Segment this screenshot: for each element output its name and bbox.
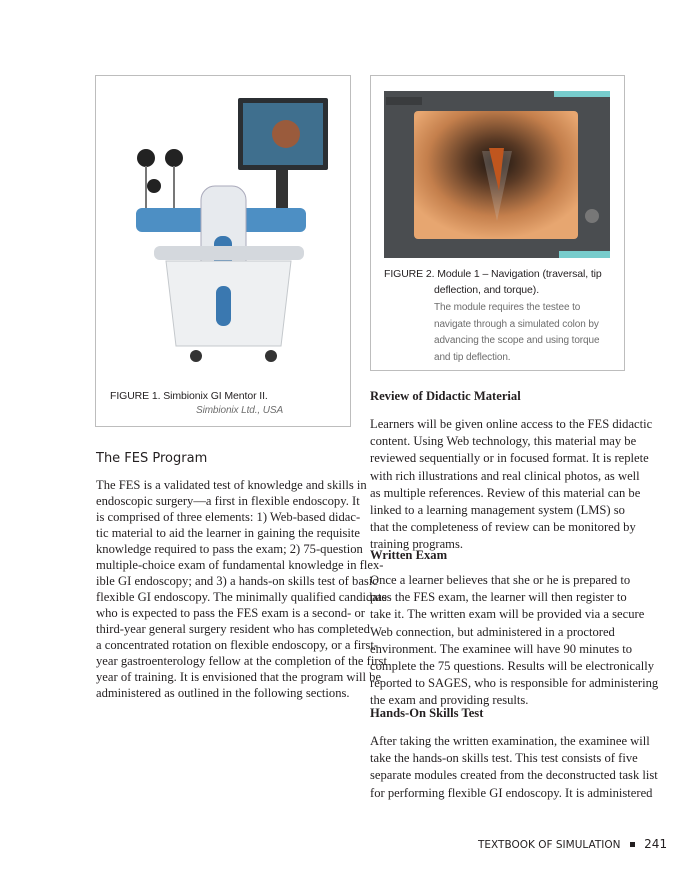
text-line: content. Using Web technology, this material may be bbox=[370, 434, 637, 449]
text-line: Web connection, but administered in a proctored bbox=[370, 624, 615, 639]
written-exam-paragraph bbox=[370, 572, 658, 710]
text-line: tic material to aid the learner in gaining the requisite bbox=[96, 526, 361, 540]
figure-2-description-line: advancing the scope and using torque bbox=[434, 335, 600, 346]
colon-navigation-screenshot bbox=[384, 91, 610, 258]
text-line: environment. The examinee will have 90 minutes to bbox=[370, 641, 633, 656]
text-line: reported to SAGES, who is responsible for administering bbox=[370, 676, 659, 691]
text-line: complete the 75 questions. Results will be electronically bbox=[370, 658, 654, 673]
text-line: Once a learner believes that she or he is prepared to bbox=[370, 573, 631, 587]
heading-review-didactic: Review of Didactic Material bbox=[370, 389, 521, 403]
fes-program-paragraph bbox=[96, 477, 387, 701]
text-line: a concentrated rotation on flexible endoscopy, or a first- bbox=[96, 638, 379, 652]
text-line: take the hands-on skills test. This test consists of five bbox=[370, 751, 638, 766]
text-line: reviewed sequentially or in focused format. It is replete bbox=[370, 451, 649, 466]
hands-on-paragraph bbox=[370, 733, 658, 802]
text-line: take it. The written exam will be provided via a secure bbox=[370, 607, 645, 622]
figure-1 bbox=[95, 75, 351, 427]
figure-1-credit: Simbionix Ltd., USA bbox=[196, 405, 284, 416]
text-line: After taking the written examination, the examinee will bbox=[370, 734, 650, 748]
text-line: for performing flexible GI endoscopy. It is administered bbox=[370, 785, 653, 800]
text-line: pass the FES exam, the learner will then register to bbox=[370, 590, 627, 605]
text-line: Learners will be given online access to the FES didactic bbox=[370, 417, 653, 431]
text-line: linked to a learning management system (LMS) so bbox=[370, 502, 625, 517]
figure-2-label-line2: deflection, and torque). bbox=[434, 284, 540, 296]
figure-2-description bbox=[434, 300, 599, 366]
text-line: the exam and providing results. bbox=[370, 693, 529, 708]
text-line: multiple-choice exam of fundamental knowledge in flex- bbox=[96, 558, 384, 572]
bullet-separator bbox=[630, 842, 635, 847]
text-line: endoscopic surgery—a first in flexible endoscopy. It bbox=[96, 494, 360, 508]
text-line: separate modules created from the deconstructed task list bbox=[370, 768, 658, 783]
text-line: flexible GI endoscopy. The minimally qualified candidate bbox=[96, 590, 387, 604]
text-line: knowledge required to pass the exam; 2) 75-question bbox=[96, 542, 363, 556]
figure-2-label-line1: FIGURE 2. Module 1 – Navigation (traversal, tip bbox=[384, 268, 602, 280]
running-title: TEXTBOOK OF SIMULATION bbox=[478, 839, 621, 851]
text-line: third-year general surgery resident who has completed bbox=[96, 622, 370, 636]
figure-2 bbox=[370, 75, 625, 371]
text-line: year of training. It is envisioned that the program will be bbox=[96, 670, 382, 684]
heading-written-exam: Written Exam bbox=[370, 548, 448, 562]
text-line: year gastroenterology fellow at the completion of the first bbox=[96, 654, 387, 668]
simulator-image bbox=[96, 76, 350, 386]
text-line: that the completeness of review can be monitored by bbox=[370, 520, 636, 535]
text-line: is comprised of three elements: 1) Web-based didac- bbox=[96, 510, 361, 524]
text-line: who is expected to pass the FES exam is a second- or bbox=[96, 606, 365, 620]
figure-2-description-line: navigate through a simulated colon by bbox=[434, 318, 599, 330]
review-didactic-paragraph bbox=[370, 416, 652, 554]
page-number: 241 bbox=[644, 837, 668, 851]
text-line: training programs. bbox=[370, 537, 464, 552]
text-line: as multiple references. Review of this material can be bbox=[370, 485, 641, 500]
text-line: administered as outlined in the following sections. bbox=[96, 686, 350, 700]
heading-hands-on-skills: Hands-On Skills Test bbox=[370, 706, 484, 720]
figure-1-label: FIGURE 1. Simbionix GI Mentor II. bbox=[110, 390, 268, 402]
text-line: with rich illustrations and real clinical photos, as well bbox=[370, 468, 640, 483]
figure-2-description-line: and tip deflection. bbox=[434, 351, 511, 363]
figure-2-description-line: The module requires the testee to bbox=[434, 302, 581, 313]
running-footer bbox=[478, 837, 667, 851]
section-title: The FES Program bbox=[96, 451, 208, 466]
text-line: ible GI endoscopy; and 3) a hands-on skills test of basic bbox=[96, 574, 378, 588]
text-line: The FES is a validated test of knowledge and skills in bbox=[96, 478, 367, 492]
